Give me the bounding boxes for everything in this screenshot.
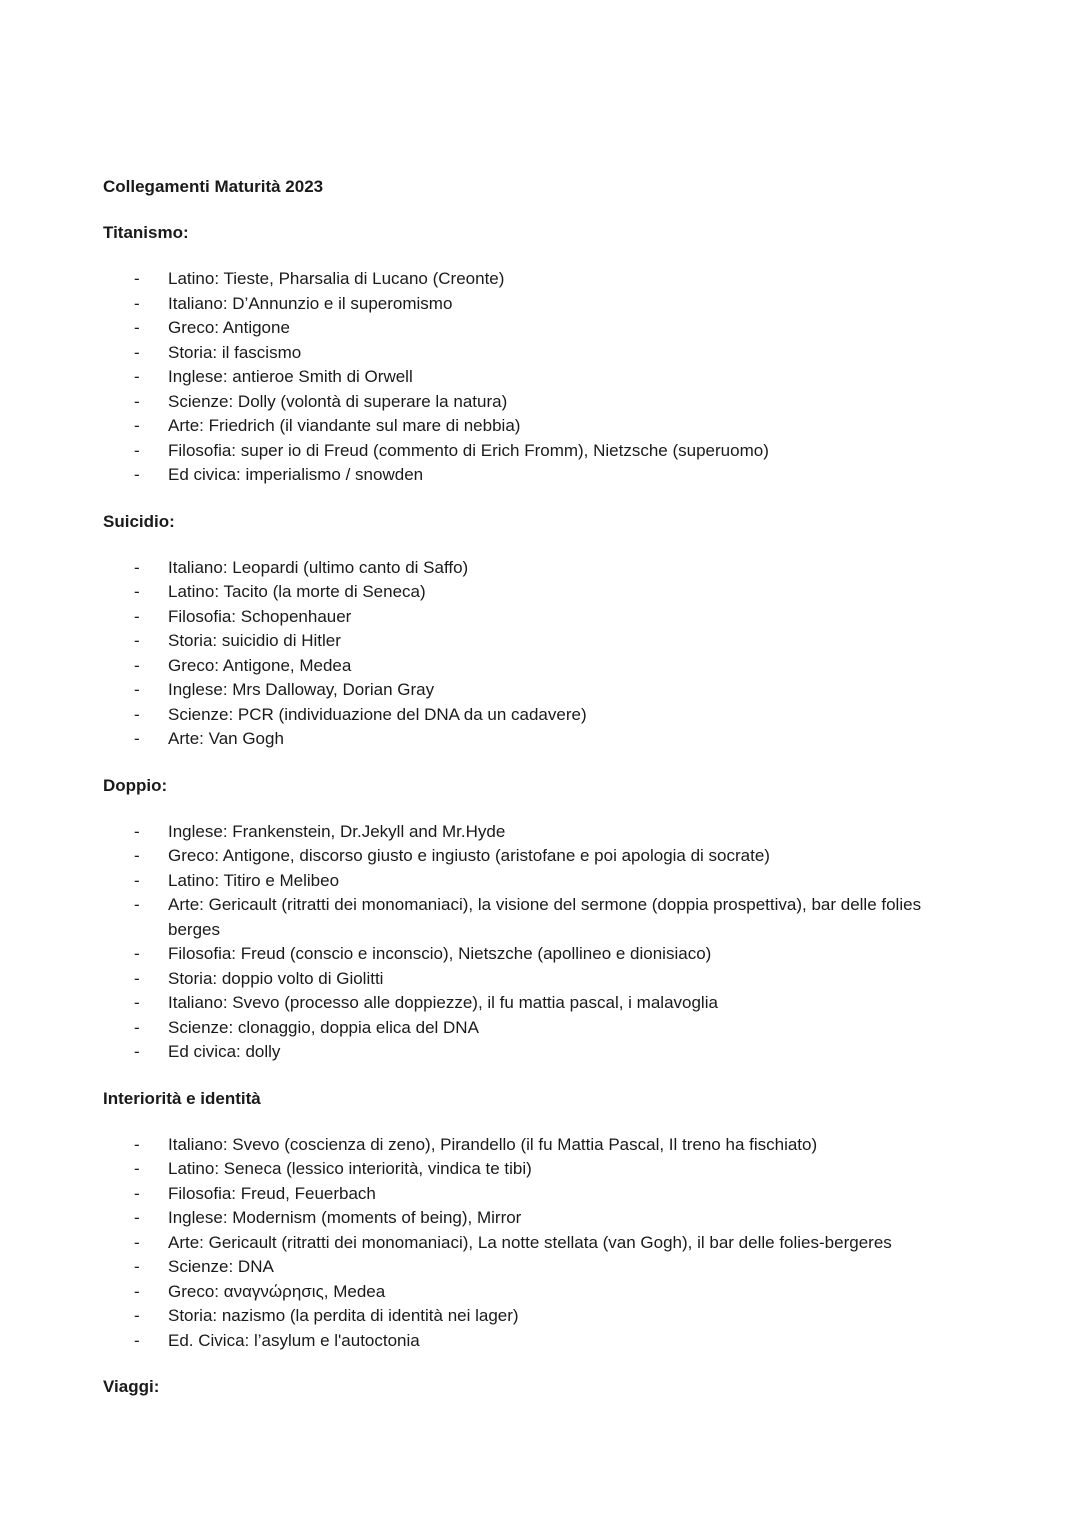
- list-item: - Greco: Antigone, Medea: [134, 655, 352, 675]
- list-item: - Ed civica: imperialismo / snowden: [134, 465, 424, 484]
- list-item: - Scienze: DNA: [134, 1257, 274, 1276]
- section-list: [103, 1133, 1003, 1354]
- list-item: - Storia: nazismo (la perdita di identità nei lager): [134, 1306, 519, 1325]
- list-item: - Latino: Tieste, Pharsalia di Lucano (Creonte): [134, 269, 505, 288]
- section-heading: Interiorità e identità: [103, 1088, 261, 1108]
- list-item: - Arte: Gericault (ritratti dei monomaniaci), la visione del sermone (doppia prospettiva), bar delle folies berges: [134, 895, 922, 939]
- document-title: Collegamenti Maturità 2023: [103, 177, 324, 196]
- section-doppio: [103, 774, 1003, 1065]
- list-item: - Filosofia: Freud, Feuerbach: [134, 1183, 376, 1203]
- document-page: [103, 175, 1003, 1421]
- section-heading: Titanismo:: [103, 223, 189, 242]
- section-titanismo: [103, 221, 1003, 488]
- list-item: - Arte: Friedrich (il viandante sul mare di nebbia): [134, 416, 521, 435]
- list-item: - Storia: doppio volto di Giolitti: [134, 968, 384, 988]
- list-item: - Italiano: Svevo (coscienza di zeno), Pirandello (il fu Mattia Pascal, Il treno ha fischiato): [134, 1134, 818, 1154]
- list-item: - Filosofia: Schopenhauer: [134, 606, 352, 626]
- section-heading: Viaggi:: [103, 1377, 160, 1396]
- list-item: - Arte: Van Gogh: [134, 729, 284, 748]
- list-item: - Inglese: Mrs Dalloway, Dorian Gray: [134, 680, 435, 699]
- section-suicidio: [103, 510, 1003, 752]
- list-item: - Italiano: Svevo (processo alle doppiezze), il fu mattia pascal, i malavoglia: [134, 993, 718, 1012]
- list-item: - Scienze: clonaggio, doppia elica del DNA: [134, 1017, 479, 1037]
- section-interiorita: [103, 1087, 1003, 1354]
- list-item: - Inglese: Modernism (moments of being), Mirror: [134, 1208, 522, 1227]
- list-item: - Filosofia: Freud (conscio e inconscio), Nietszche (apollineo e dionisiaco): [134, 944, 712, 963]
- list-item: - Storia: il fascismo: [134, 342, 302, 362]
- list-item: - Storia: suicidio di Hitler: [134, 631, 341, 650]
- section-list: [103, 820, 1003, 1065]
- list-item: - Ed. Civica: l’asylum e l'autoctonia: [134, 1330, 420, 1350]
- list-item: - Latino: Titiro e Melibeo: [134, 870, 340, 890]
- section-viaggi: [103, 1375, 1003, 1399]
- list-item: - Scienze: Dolly (volontà di superare la natura): [134, 391, 508, 411]
- list-item: - Greco: Antigone, discorso giusto e ingiusto (aristofane e poi apologia di socrate): [134, 846, 770, 865]
- list-item: - Arte: Gericault (ritratti dei monomaniaci), La notte stellata (van Gogh), il bar delle folies-bergeres: [134, 1232, 892, 1252]
- list-item: - Greco: αναγνώρησις, Medea: [134, 1281, 386, 1301]
- section-heading: Doppio:: [103, 775, 168, 795]
- section-list: [103, 556, 1003, 752]
- list-item: - Filosofia: super io di Freud (commento di Erich Fromm), Nietzsche (superuomo): [134, 440, 769, 460]
- list-item: - Scienze: PCR (individuazione del DNA da un cadavere): [134, 704, 587, 724]
- section-heading: Suicidio:: [103, 511, 175, 531]
- list-item: - Inglese: Frankenstein, Dr.Jekyll and Mr.Hyde: [134, 821, 506, 841]
- list-item: - Italiano: D’Annunzio e il superomismo: [134, 293, 453, 313]
- section-list: [103, 267, 1003, 488]
- list-item: - Inglese: antieroe Smith di Orwell: [134, 367, 413, 386]
- list-item: - Ed civica: dolly: [134, 1042, 281, 1061]
- list-item: - Latino: Tacito (la morte di Seneca): [134, 582, 426, 601]
- list-item: - Greco: Antigone: [134, 318, 290, 337]
- list-item: - Italiano: Leopardi (ultimo canto di Saffo): [134, 557, 469, 577]
- list-item: - Latino: Seneca (lessico interiorità, vindica te tibi): [134, 1159, 532, 1178]
